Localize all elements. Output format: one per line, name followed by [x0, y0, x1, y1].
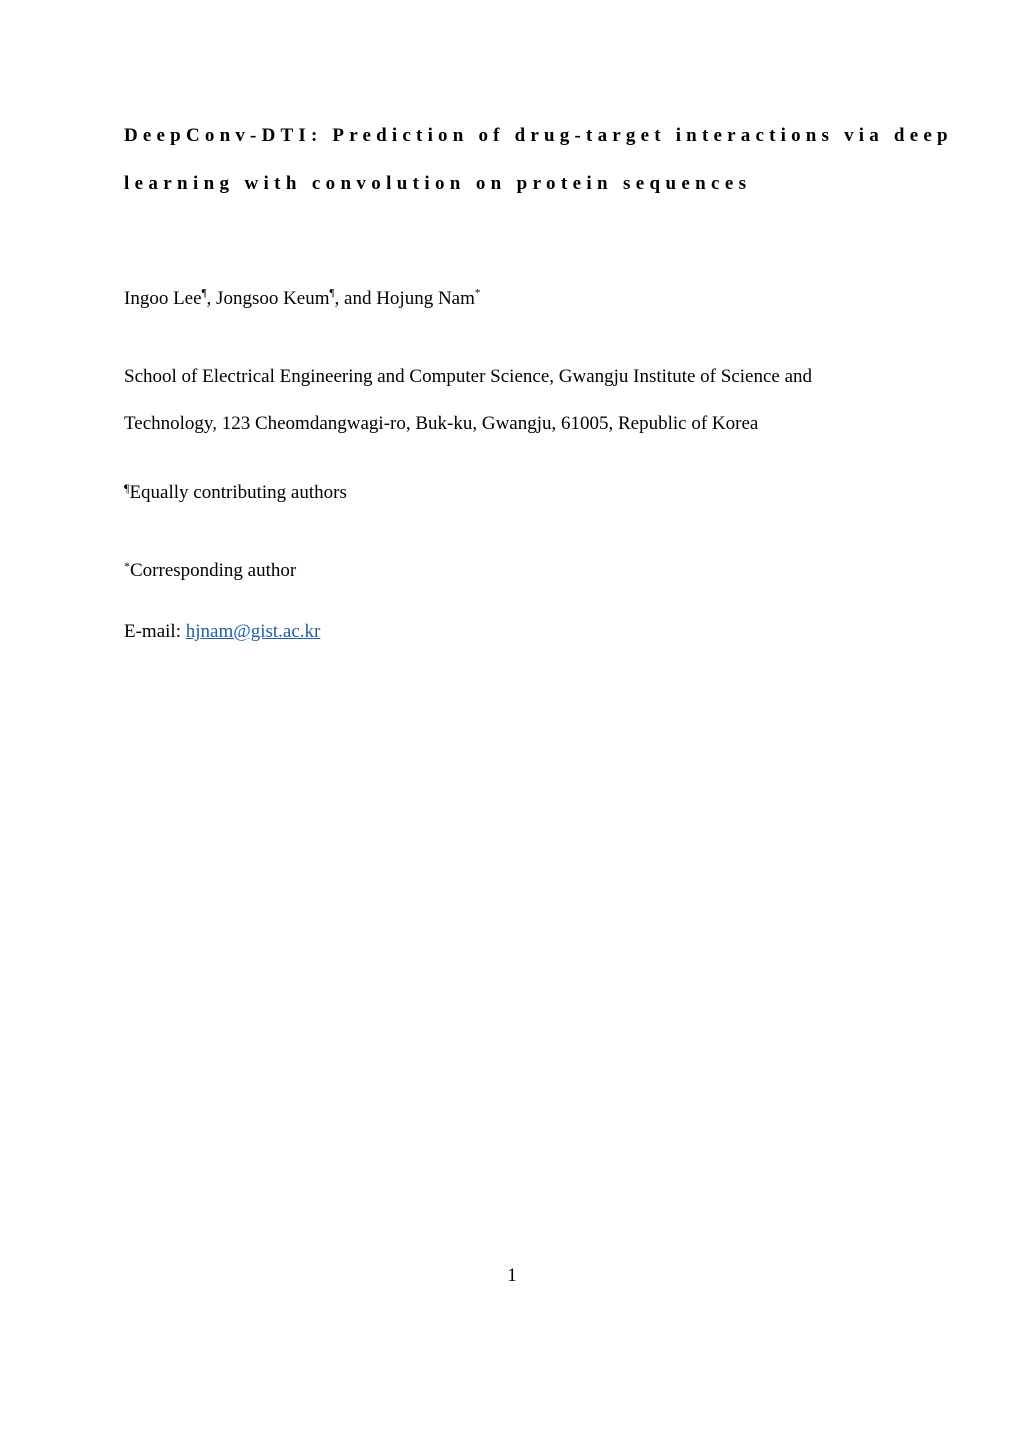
author-separator: , [206, 288, 217, 309]
equal-contribution-mark: ¶ [124, 481, 130, 495]
email-label: E-mail: [124, 621, 186, 642]
author-name: Jongsoo Keum [216, 288, 330, 309]
author-name: Ingoo Lee [124, 288, 202, 309]
author-affiliation-mark: ¶ [329, 287, 335, 299]
author-corresponding-mark: * [474, 287, 481, 299]
paper-title-line-1: DeepConv-DTI: Prediction of drug-target interactions via deep [124, 125, 953, 146]
author-list [124, 289, 480, 308]
email-line [124, 622, 320, 641]
affiliation-line-1: School of Electrical Engineering and Computer Science, Gwangju Institute of Science and [124, 366, 813, 387]
corresponding-author-note [124, 561, 296, 580]
affiliation-line-2: Technology, 123 Cheomdangwagi-ro, Buk-ku, Gwangju, 61005, Republic of Korea [124, 413, 759, 434]
corresponding-mark: * [124, 559, 130, 573]
author-name: Hojung Nam [376, 288, 475, 309]
page-number: 1 [507, 1265, 517, 1286]
paper-title-line-2: learning with convolution on protein sequences [124, 173, 752, 194]
equal-contribution-text: Equally contributing authors [129, 482, 347, 503]
author-separator: , and [334, 288, 377, 309]
equal-contribution-note [124, 483, 347, 502]
corresponding-text: Corresponding author [130, 560, 297, 581]
author-affiliation-mark: ¶ [201, 287, 207, 299]
email-link[interactable]: hjnam@gist.ac.kr [185, 621, 321, 642]
